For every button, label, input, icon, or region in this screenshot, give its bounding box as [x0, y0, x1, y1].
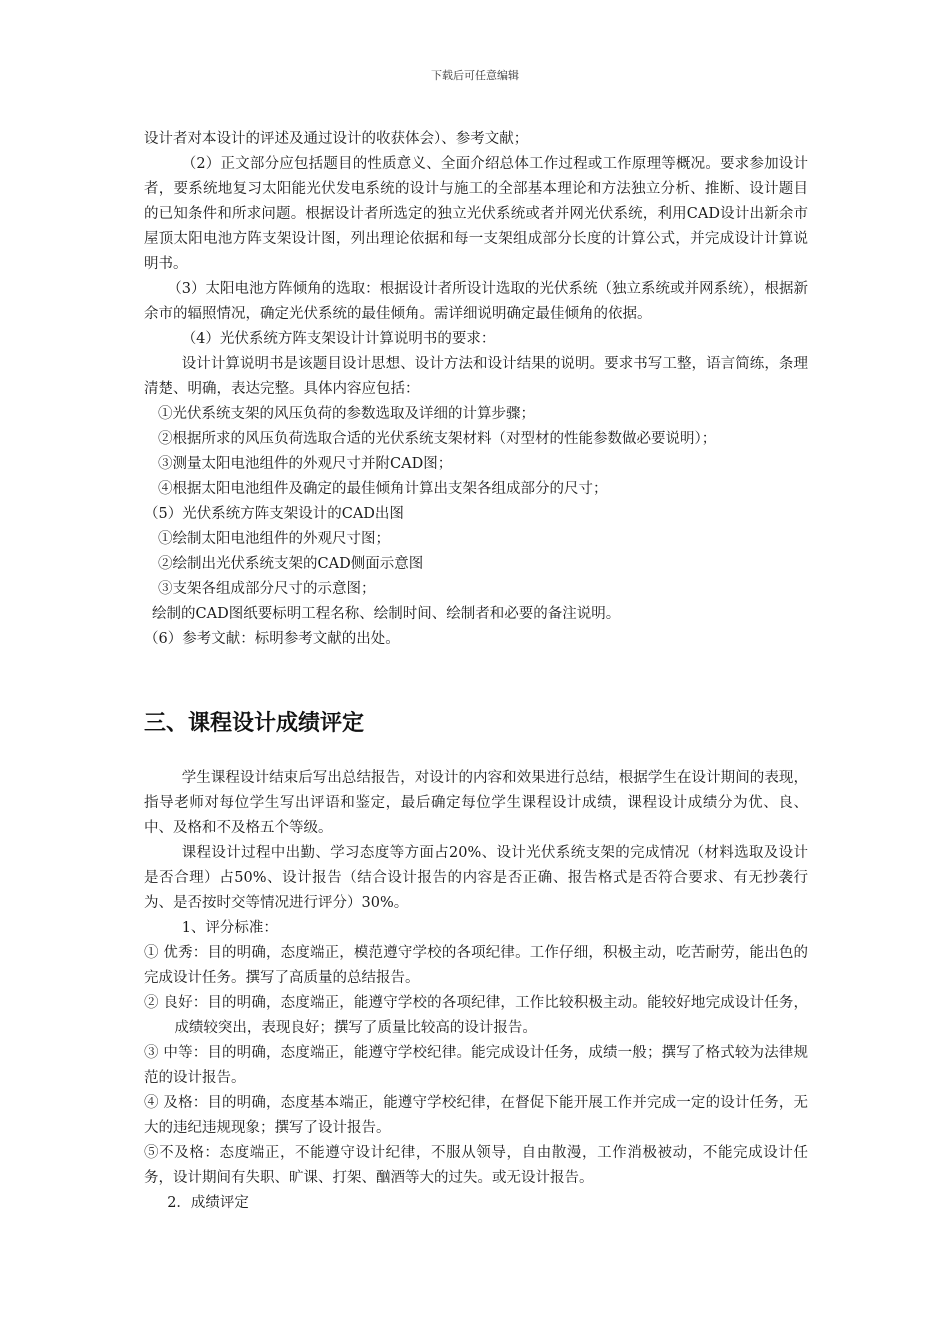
list-item: ③测量太阳电池组件的外观尺寸并附CAD图； [158, 456, 453, 472]
list-item: ②根据所求的风压负荷选取合适的光伏系统支架材料（对型材的性能参数做必要说明）； [158, 431, 717, 447]
grading-heading: 2．成绩评定 [167, 1195, 249, 1211]
paragraph: 课程设计过程中出勤、学习态度等方面占20%、设计光伏系统支架的完成情况（材料选取及设计是否合理）占50%、设计报告（结合设计报告的内容是否正确、报告格式是否符合要求、有无抄袭行为、是否按时交等情况进行评分）30%。 [144, 845, 808, 911]
section-3-body [144, 766, 808, 1216]
paragraph: 绘制的CAD图纸要标明工程名称、绘制时间、绘制者和必要的备注说明。 [152, 606, 621, 622]
paragraph: （5）光伏系统方阵支架设计的CAD出图 [144, 506, 404, 522]
list-item: ③支架各组成部分尺寸的示意图； [158, 581, 376, 597]
paragraph: （4）光伏系统方阵支架设计计算说明书的要求： [181, 331, 496, 347]
list-item: ①光伏系统支架的风压负荷的参数选取及详细的计算步骤； [158, 406, 535, 422]
criteria-heading: 1、评分标准： [181, 920, 278, 936]
paragraph: 设计者对本设计的评述及通过设计的收获体会）、参考文献； [144, 131, 529, 147]
paragraph: 学生课程设计结束后写出总结报告，对设计的内容和效果进行总结，根据学生在设计期间的表现，指导老师对每位学生写出评语和鉴定，最后确定每位学生课程设计成绩，课程设计成绩分为优、良、中、及格和不及格五个等级。 [144, 770, 808, 836]
paragraph: （2）正文部分应包括题目的性质意义、全面介绍总体工作过程或工作原理等概况。要求参加设计者，要系统地复习太阳能光伏发电系统的设计与施工的全部基本理论和方法独立分析、推断、设计题目的已知条件和所求问题。根据设计者所选定的独立光伏系统或者并网光伏系统，利用CAD设计出新余市屋顶太阳电池方阵支架设计图，列出理论依据和每一支架组成部分长度的计算公式，并完成设计计算说明书。 [144, 156, 808, 272]
list-item: ④根据太阳电池组件及确定的最佳倾角计算出支架各组成部分的尺寸； [158, 481, 608, 497]
list-item: ①绘制太阳电池组件的外观尺寸图； [158, 531, 390, 547]
paragraph: （3）太阳电池方阵倾角的选取：根据设计者所设计选取的光伏系统（独立系统或并网系统），根据新余市的辐照情况，确定光伏系统的最佳倾角。需详细说明确定最佳倾角的依据。 [144, 281, 808, 322]
section-3-title: 三、课程设计成绩评定 [144, 711, 365, 736]
paragraph: 设计计算说明书是该题目设计思想、设计方法和设计结果的说明。要求书写工整，语言简练，条理清楚、明确，表达完整。具体内容应包括： [144, 356, 808, 397]
grade-medium: ③ 中等：目的明确，态度端正，能遵守学校纪律。能完成设计任务，成绩一般；撰写了格式较为法律规范的设计报告。 [144, 1045, 808, 1086]
paragraph: （6）参考文献：标明参考文献的出处。 [144, 631, 400, 647]
page-header: 下载后可任意编辑 [431, 69, 519, 82]
grade-fail: ⑤不及格：态度端正，不能遵守设计纪律，不服从领导，自由散漫，工作消极被动，不能完成设计任务，设计期间有失职、旷课、打架、酗酒等大的过失。或无设计报告。 [144, 1145, 808, 1186]
grade-good: ② 良好：目的明确，态度端正，能遵守学校的各项纪律，工作比较积极主动。能较好地完成设计任务，成绩较突出，表现良好；撰写了质量比较高的设计报告。 [144, 995, 808, 1036]
grade-pass: ④ 及格：目的明确，态度基本端正，能遵守学校纪律，在督促下能开展工作并完成一定的设计任务，无大的违纪违规现象；撰写了设计报告。 [144, 1095, 808, 1136]
grade-excellent: ① 优秀：目的明确，态度端正，模范遵守学校的各项纪律。工作仔细，积极主动，吃苦耐劳，能出色的完成设计任务。撰写了高质量的总结报告。 [144, 945, 808, 986]
section-2-body [144, 127, 808, 652]
list-item: ②绘制出光伏系统支架的CAD侧面示意图 [158, 556, 424, 572]
